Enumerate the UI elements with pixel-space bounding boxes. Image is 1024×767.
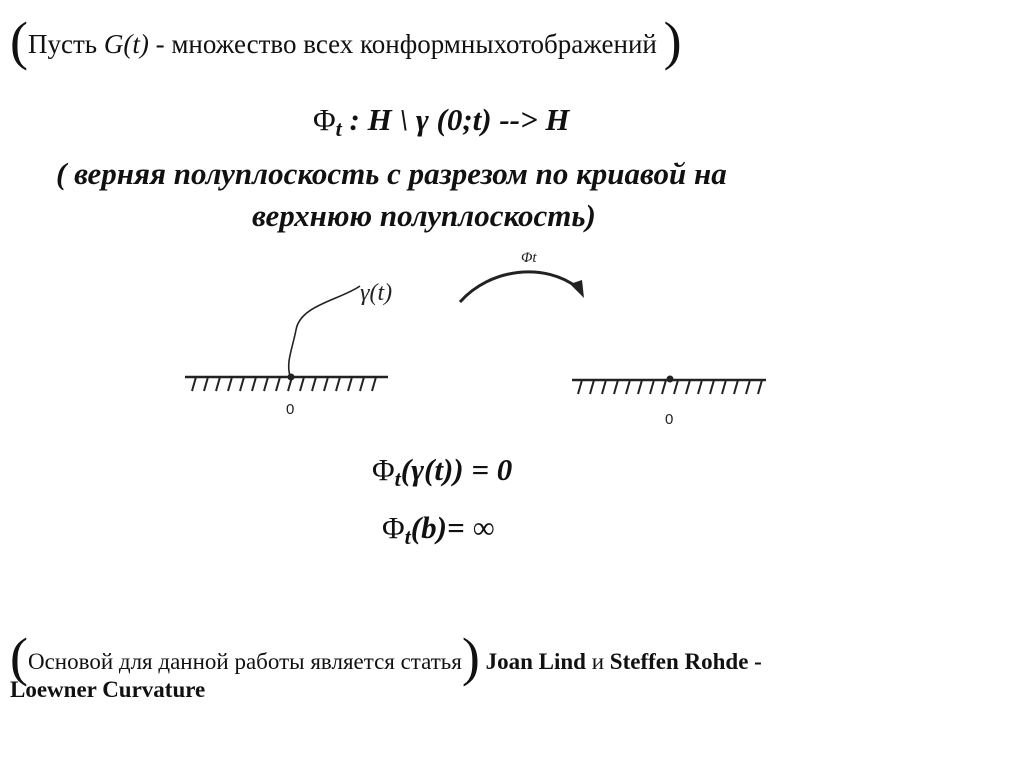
equation-gamma-to-zero	[372, 452, 512, 492]
hatch-mark	[638, 380, 642, 394]
hatch-mark	[758, 380, 762, 394]
hatch-mark	[336, 377, 340, 391]
hatch-mark	[264, 377, 268, 391]
mapping-formula-rest: : H \ γ (0;t) --> H	[341, 102, 570, 137]
eq2-rest: (b)= ∞	[410, 510, 495, 545]
hatch-mark	[602, 380, 606, 394]
hatch-mark	[674, 380, 678, 394]
hatch-mark	[228, 377, 232, 391]
phi-subscript: t	[335, 116, 342, 141]
hatch-mark	[578, 380, 582, 394]
eq2-phi-symbol: Φ	[382, 510, 405, 545]
hatch-mark	[590, 380, 594, 394]
hatch-mark	[626, 380, 630, 394]
curve-label: γ(t)	[360, 280, 393, 306]
left-boundary-hatching	[192, 377, 376, 391]
footer-close-paren: )	[461, 627, 480, 687]
hatch-mark	[204, 377, 208, 391]
author-2: Steffen Rohde -	[609, 649, 762, 674]
hatch-mark	[710, 380, 714, 394]
hatch-mark	[252, 377, 256, 391]
mapping-formula	[313, 102, 570, 142]
hatch-mark	[650, 380, 654, 394]
description-line-1: ( верняя полуплоскость с разрезом по криавой на	[56, 156, 727, 191]
arrow-label: Φt	[521, 250, 537, 266]
equation-b-to-infinity	[382, 510, 494, 550]
hatch-mark	[324, 377, 328, 391]
hatch-mark	[312, 377, 316, 391]
footer-and: и	[585, 649, 610, 674]
description-line-2: верхнюю полуплоскость)	[252, 198, 596, 233]
hatch-mark	[372, 377, 376, 391]
hatch-mark	[276, 377, 280, 391]
hatch-mark	[192, 377, 196, 391]
hatch-mark	[614, 380, 618, 394]
hatch-mark	[746, 380, 750, 394]
hatch-mark	[662, 380, 666, 394]
eq1-phi-symbol: Φ	[372, 452, 395, 487]
title-open-paren: (	[10, 11, 28, 71]
footer-basis-text: Основой для данной работы является статья	[27, 649, 462, 674]
title-close-paren: )	[663, 11, 682, 71]
hatch-mark	[722, 380, 726, 394]
right-origin-point	[667, 376, 674, 383]
footer-open-paren: (	[10, 627, 28, 687]
phi-symbol: Φ	[313, 102, 336, 137]
hatch-mark	[348, 377, 352, 391]
hatch-mark	[734, 380, 738, 394]
eq2-subscript: t	[404, 524, 411, 549]
hatch-mark	[216, 377, 220, 391]
title-g-of-t: G(t)	[103, 29, 149, 59]
eq1-rest: (γ(t)) = 0	[400, 452, 513, 487]
hatch-mark	[698, 380, 702, 394]
slide-title	[10, 11, 682, 71]
hatch-mark	[360, 377, 364, 391]
hatch-mark	[686, 380, 690, 394]
left-origin-point	[288, 374, 295, 381]
right-origin-label: 0	[665, 411, 674, 428]
reference-line	[10, 627, 762, 687]
eq1-subscript: t	[394, 466, 401, 491]
conformal-map-diagram	[0, 240, 1024, 440]
mapping-arrow	[460, 272, 578, 302]
title-rest: - множество всех конформныхотображений	[148, 29, 664, 59]
left-origin-label: 0	[286, 401, 295, 418]
hatch-mark	[240, 377, 244, 391]
hatch-mark	[300, 377, 304, 391]
author-1: Joan Lind	[479, 649, 586, 674]
gamma-curve	[289, 286, 360, 376]
paper-title: Loewner Curvature	[10, 677, 206, 702]
title-prefix: Пусть	[27, 29, 104, 59]
